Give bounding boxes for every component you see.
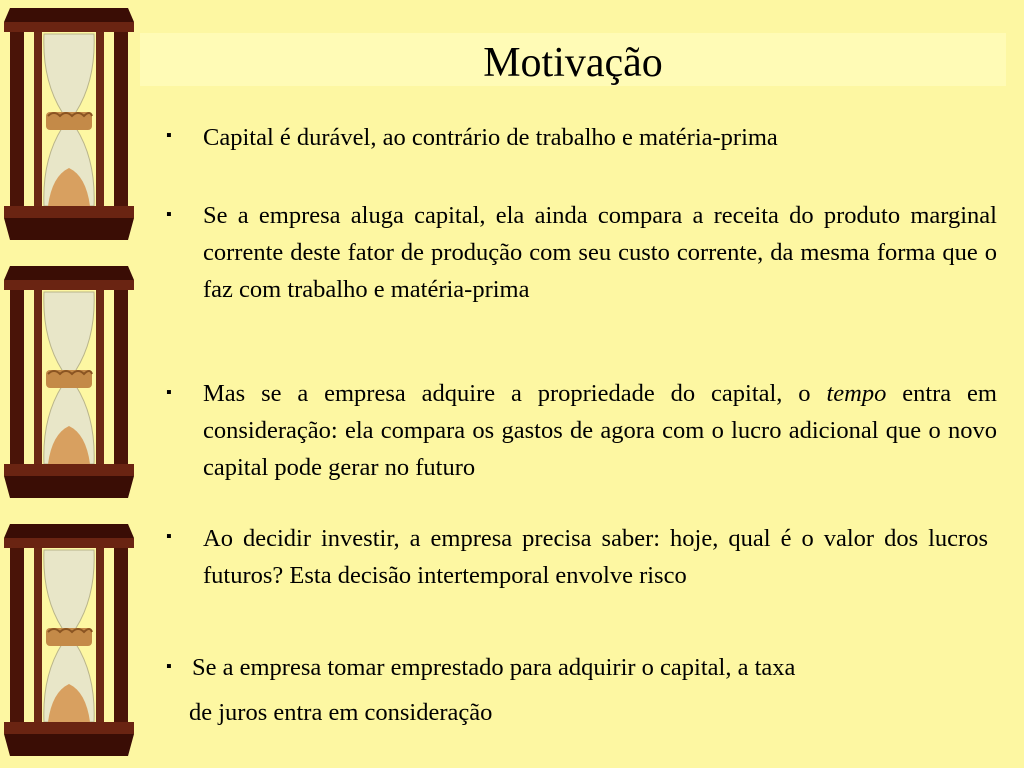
bullet-icon: ▪ bbox=[166, 528, 172, 545]
slide-title: Motivação bbox=[483, 40, 663, 86]
bullet-icon: ▪ bbox=[166, 127, 172, 144]
hourglass-icon bbox=[4, 258, 134, 510]
hourglass-icon bbox=[4, 516, 134, 768]
bullet-icon: ▪ bbox=[166, 384, 172, 401]
bullet-text-3-part1: Mas se a empresa adquire a propriedade do capital, o bbox=[203, 380, 827, 407]
hourglass-icon bbox=[4, 0, 134, 252]
bullet-text-1: Capital é durável, ao contrário de trabalho e matéria-prima bbox=[203, 124, 778, 151]
bullet-text-5-line2: de juros entra em consideração bbox=[189, 699, 493, 726]
bullet-text-3 bbox=[203, 375, 997, 486]
bullet-icon: ▪ bbox=[166, 658, 172, 675]
bullet-text-4: Ao decidir investir, a empresa precisa saber: hoje, qual é o valor dos lucros futuros? Esta decisão intertemporal envolve risco bbox=[203, 525, 988, 589]
bullet-text-2: Se a empresa aluga capital, ela ainda compara a receita do produto marginal corrente deste fator de produção com seu custo corrente, da mesma forma que o faz com trabalho e matéria-prima bbox=[203, 202, 997, 303]
bullet-text-5-line1: Se a empresa tomar emprestado para adquirir o capital, a taxa bbox=[192, 654, 796, 681]
bullet-icon: ▪ bbox=[166, 206, 172, 223]
bullet-text-3-emphasis: tempo bbox=[826, 380, 887, 407]
bullet-text-3-part2: entra em consideração: ela compara os gastos de agora com o lucro adicional que o novo capital pode gerar no futuro bbox=[203, 380, 997, 481]
